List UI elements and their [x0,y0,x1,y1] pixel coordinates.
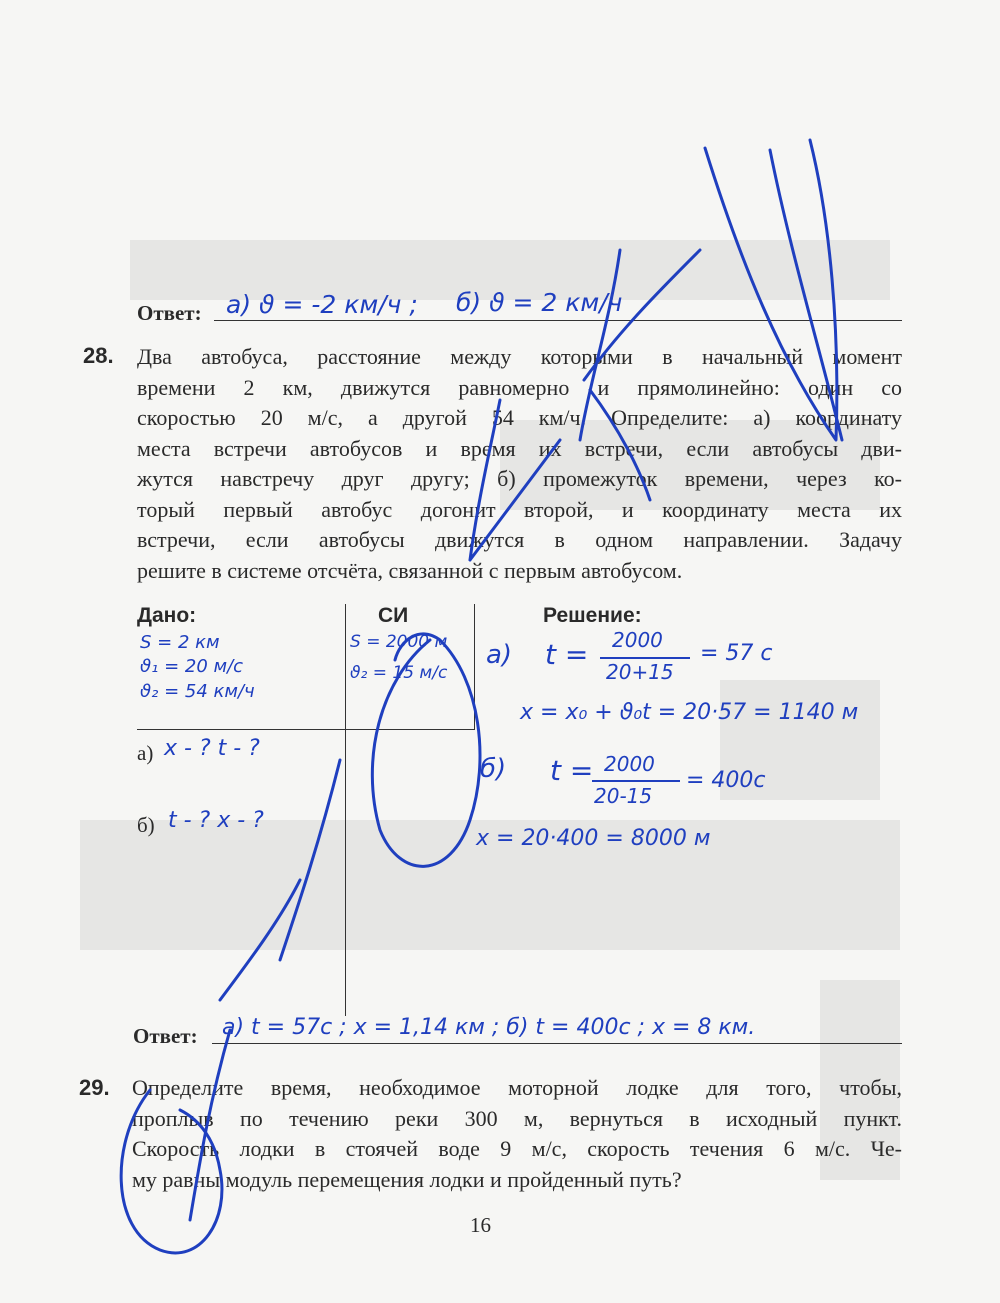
si-speed-2: ϑ₂ = 15 м/с [350,663,448,683]
given-find-divider [137,729,345,730]
find-b-label: б) [137,813,155,837]
scribble-stroke-left [220,760,340,1000]
si-distance: S = 2000 м [350,632,448,652]
si-header: СИ [378,604,409,627]
problem-28-answer-label: Ответ: [133,1024,198,1048]
given-header: Дано: [137,604,197,627]
problem-28-line-8: решите в системе отсчёта, связанной с первым автобусом. [137,557,683,583]
problem-28-text [137,342,902,586]
problem-28-line-6: торый первый автобус догонит второй, и координату места их [137,496,902,522]
problem-28-line-3: скоростью 20 м/с, а другой 54 км/ч. Определите: а) координату [137,405,902,430]
solution-a-result: = 57 с [700,641,773,666]
prev-answer-line [214,320,902,321]
given-speed-2: ϑ₂ = 54 км/ч [140,681,255,702]
given-distance: S = 2 км [140,632,220,653]
problem-29-text [132,1073,902,1195]
solution-b-t: t = [550,754,594,787]
solution-b-coordinate: x = 20·400 = 8000 м [476,826,711,851]
problem-29-number: 29. [79,1075,110,1100]
solution-a-fraction-bar [600,657,690,659]
problem-28-line-5: жутся навстречу друг другу; б) промежуток времени, через ко- [137,466,902,491]
solution-a-t: t = [545,638,589,671]
solution-a-label: а) [486,640,513,670]
prev-answer-part-a: а) ϑ = -2 км/ч ; [226,290,418,319]
given-speed-1: ϑ₁ = 20 м/с [140,656,244,677]
solution-b-numerator: 2000 [604,752,655,776]
solution-b-fraction-bar [592,780,680,782]
find-a-values: x - ? t - ? [164,736,260,761]
problem-28-line-2: времени 2 км, движутся равномерно и прямолинейно: один со [137,374,902,400]
problem-28-number: 28. [83,343,114,368]
prev-answer-part-b: б) ϑ = 2 км/ч [456,288,623,317]
page-number: 16 [470,1213,491,1237]
si-bottom-divider [345,729,474,730]
problem-28-line-1: Два автобуса, расстояние между которыми в начальный момент [137,344,902,369]
solution-a-numerator: 2000 [612,628,663,652]
si-solution-divider [474,604,475,730]
find-b-values: t - ? x - ? [168,808,264,833]
problem-28-line-7: встречи, если автобусы движутся в одном направлении. Задачу [137,527,902,552]
solution-header: Решение: [543,604,642,627]
problem-28-answer-line [212,1043,902,1044]
find-a-label: а) [137,741,154,765]
problem-29-line-4: му равны модуль перемещения лодки и пройденный путь? [132,1166,682,1192]
given-si-divider [345,604,346,1016]
solution-b-label: б) [480,754,507,784]
problem-29-line-1: Определите время, необходимое моторной лодке для того, чтобы, [132,1075,902,1100]
solution-b-denominator: 20-15 [594,784,653,808]
problem-28-answer: а) t = 57с ; x = 1,14 км ; б) t = 400с ; x = 8 км. [222,1015,756,1040]
solution-b-result: = 400с [686,768,766,793]
problem-28-line-4: места встречи автобусов и время их встречи, если автобусы дви- [137,435,902,461]
solution-a-coordinate: x = x₀ + ϑ₀t = 20·57 = 1140 м [520,700,859,725]
problem-29-line-2: проплыв по течению реки 300 м, вернуться в исходный пункт. [132,1105,902,1131]
solution-a-denominator: 20+15 [606,660,674,684]
prev-answer-label: Ответ: [137,301,202,325]
problem-29-line-3: Скорость лодки в стоячей воде 9 м/с, скорость течения 6 м/с. Че- [132,1136,902,1161]
